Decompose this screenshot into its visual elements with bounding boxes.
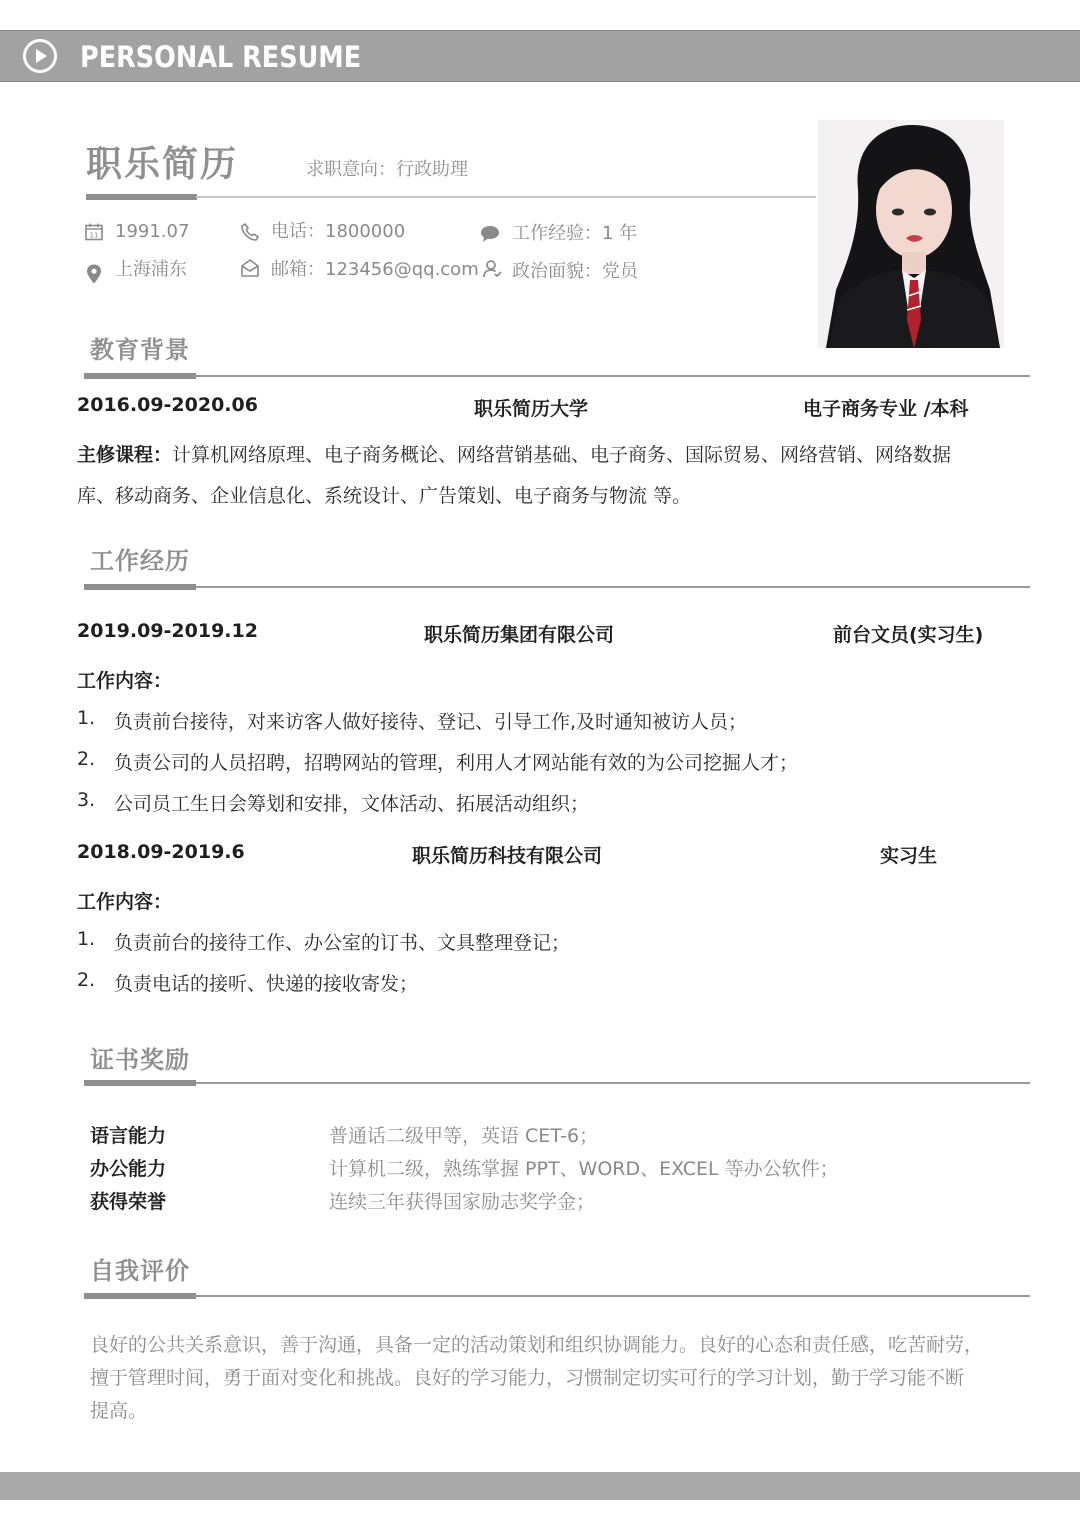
school-name: 职乐简历大学 <box>474 398 589 420</box>
cert-label: 办公能力 <box>90 1158 167 1180</box>
job-content-label: 工作内容： <box>77 891 173 913</box>
play-circle-icon <box>22 38 58 74</box>
section-title-education: 教育背景 <box>90 336 190 364</box>
section-title-self-evaluation: 自我评价 <box>90 1257 190 1285</box>
banner-title: PERSONAL RESUME <box>80 40 362 74</box>
bottom-banner <box>0 1472 1080 1500</box>
chat-bubble-icon <box>480 224 500 244</box>
profile-photo <box>818 120 1004 348</box>
header-divider <box>196 196 816 198</box>
name-underline-bar <box>86 194 197 200</box>
list-number: 1. <box>77 928 96 950</box>
job-period: 2019.09-2019.12 <box>77 620 258 642</box>
certificates-heading-bar <box>84 1080 196 1086</box>
list-number: 2. <box>77 748 96 770</box>
calendar-icon <box>84 222 104 242</box>
self-evaluation-line: 擅于管理时间，勇于面对变化和挑战。良好的学习能力，习惯制定切实可行的学习计划，勤于学习能不断 <box>90 1367 965 1389</box>
portrait-illustration <box>818 120 1004 348</box>
job-period: 2018.09-2019.6 <box>77 841 245 863</box>
job-intention: 求职意向：行政助理 <box>306 159 468 180</box>
education-divider <box>84 375 1030 377</box>
phone-number: 电话：1800000 <box>271 221 406 242</box>
cert-label: 语言能力 <box>90 1125 167 1147</box>
certificates-divider <box>84 1082 1030 1084</box>
location-pin-icon <box>84 263 104 285</box>
job-company: 职乐简历集团有限公司 <box>424 624 615 646</box>
political-status: 政治面貌：党员 <box>512 261 638 282</box>
job-duty-item: 负责电话的接听、快递的接收寄发； <box>114 973 419 995</box>
email-address: 邮箱：123456@qq.com <box>271 259 479 280</box>
svg-text:11: 11 <box>89 231 99 240</box>
job-duty-item: 负责公司的人员招聘，招聘网站的管理，利用人才网站能有效的为公司挖掘人才； <box>114 752 799 774</box>
list-number: 1. <box>77 707 96 729</box>
list-number: 2. <box>77 969 96 991</box>
job-content-label: 工作内容： <box>77 670 173 692</box>
mail-icon <box>240 258 260 278</box>
cert-value: 连续三年获得国家励志奖学金； <box>329 1191 596 1213</box>
courses-line-2: 库、移动商务、企业信息化、系统设计、广告策划、电子商务与物流 等。 <box>77 485 692 507</box>
list-number: 3. <box>77 789 96 811</box>
self-evaluation-line: 提高。 <box>90 1400 148 1422</box>
education-heading-bar <box>84 373 196 379</box>
cert-value: 普通话二级甲等，英语 CET-6； <box>329 1125 599 1147</box>
self-evaluation-line: 良好的公共关系意识，善于沟通，具备一定的活动策划和组织协调能力。良好的心态和责任感，吃苦耐劳， <box>90 1334 984 1356</box>
job-duty-item: 负责前台的接待工作、办公室的订书、文具整理登记； <box>114 932 571 954</box>
work-heading-bar <box>84 584 196 590</box>
self-evaluation-divider <box>84 1295 1030 1297</box>
cert-value: 计算机二级，熟练掌握 PPT、WORD、EXCEL 等办公软件； <box>329 1158 839 1180</box>
applicant-name: 职乐简历 <box>86 144 239 185</box>
person-icon <box>482 259 502 279</box>
courses-label: 主修课程： <box>77 444 173 466</box>
education-period: 2016.09-2020.06 <box>77 394 258 416</box>
birth-date: 1991.07 <box>115 221 190 242</box>
self-evaluation-heading-bar <box>84 1293 196 1299</box>
job-position: 实习生 <box>880 845 938 867</box>
section-title-certificates: 证书奖励 <box>90 1046 190 1074</box>
job-duty-item: 公司员工生日会筹划和安排，文体活动、拓展活动组织； <box>114 793 590 815</box>
work-experience: 工作经验：1 年 <box>512 223 638 244</box>
cert-label: 获得荣誉 <box>90 1191 167 1213</box>
major-degree: 电子商务专业 /本科 <box>803 398 969 420</box>
phone-icon <box>240 222 260 242</box>
work-divider <box>84 586 1030 588</box>
location: 上海浦东 <box>115 259 187 280</box>
job-position: 前台文员(实习生) <box>833 624 984 646</box>
job-duty-item: 负责前台接待，对来访客人做好接待、登记、引导工作,及时通知被访人员； <box>114 711 748 733</box>
section-title-work: 工作经历 <box>90 547 190 575</box>
courses-line-1: 计算机网络原理、电子商务概论、网络营销基础、电子商务、国际贸易、网络营销、网络数据 <box>172 444 952 466</box>
job-company: 职乐简历科技有限公司 <box>412 845 603 867</box>
